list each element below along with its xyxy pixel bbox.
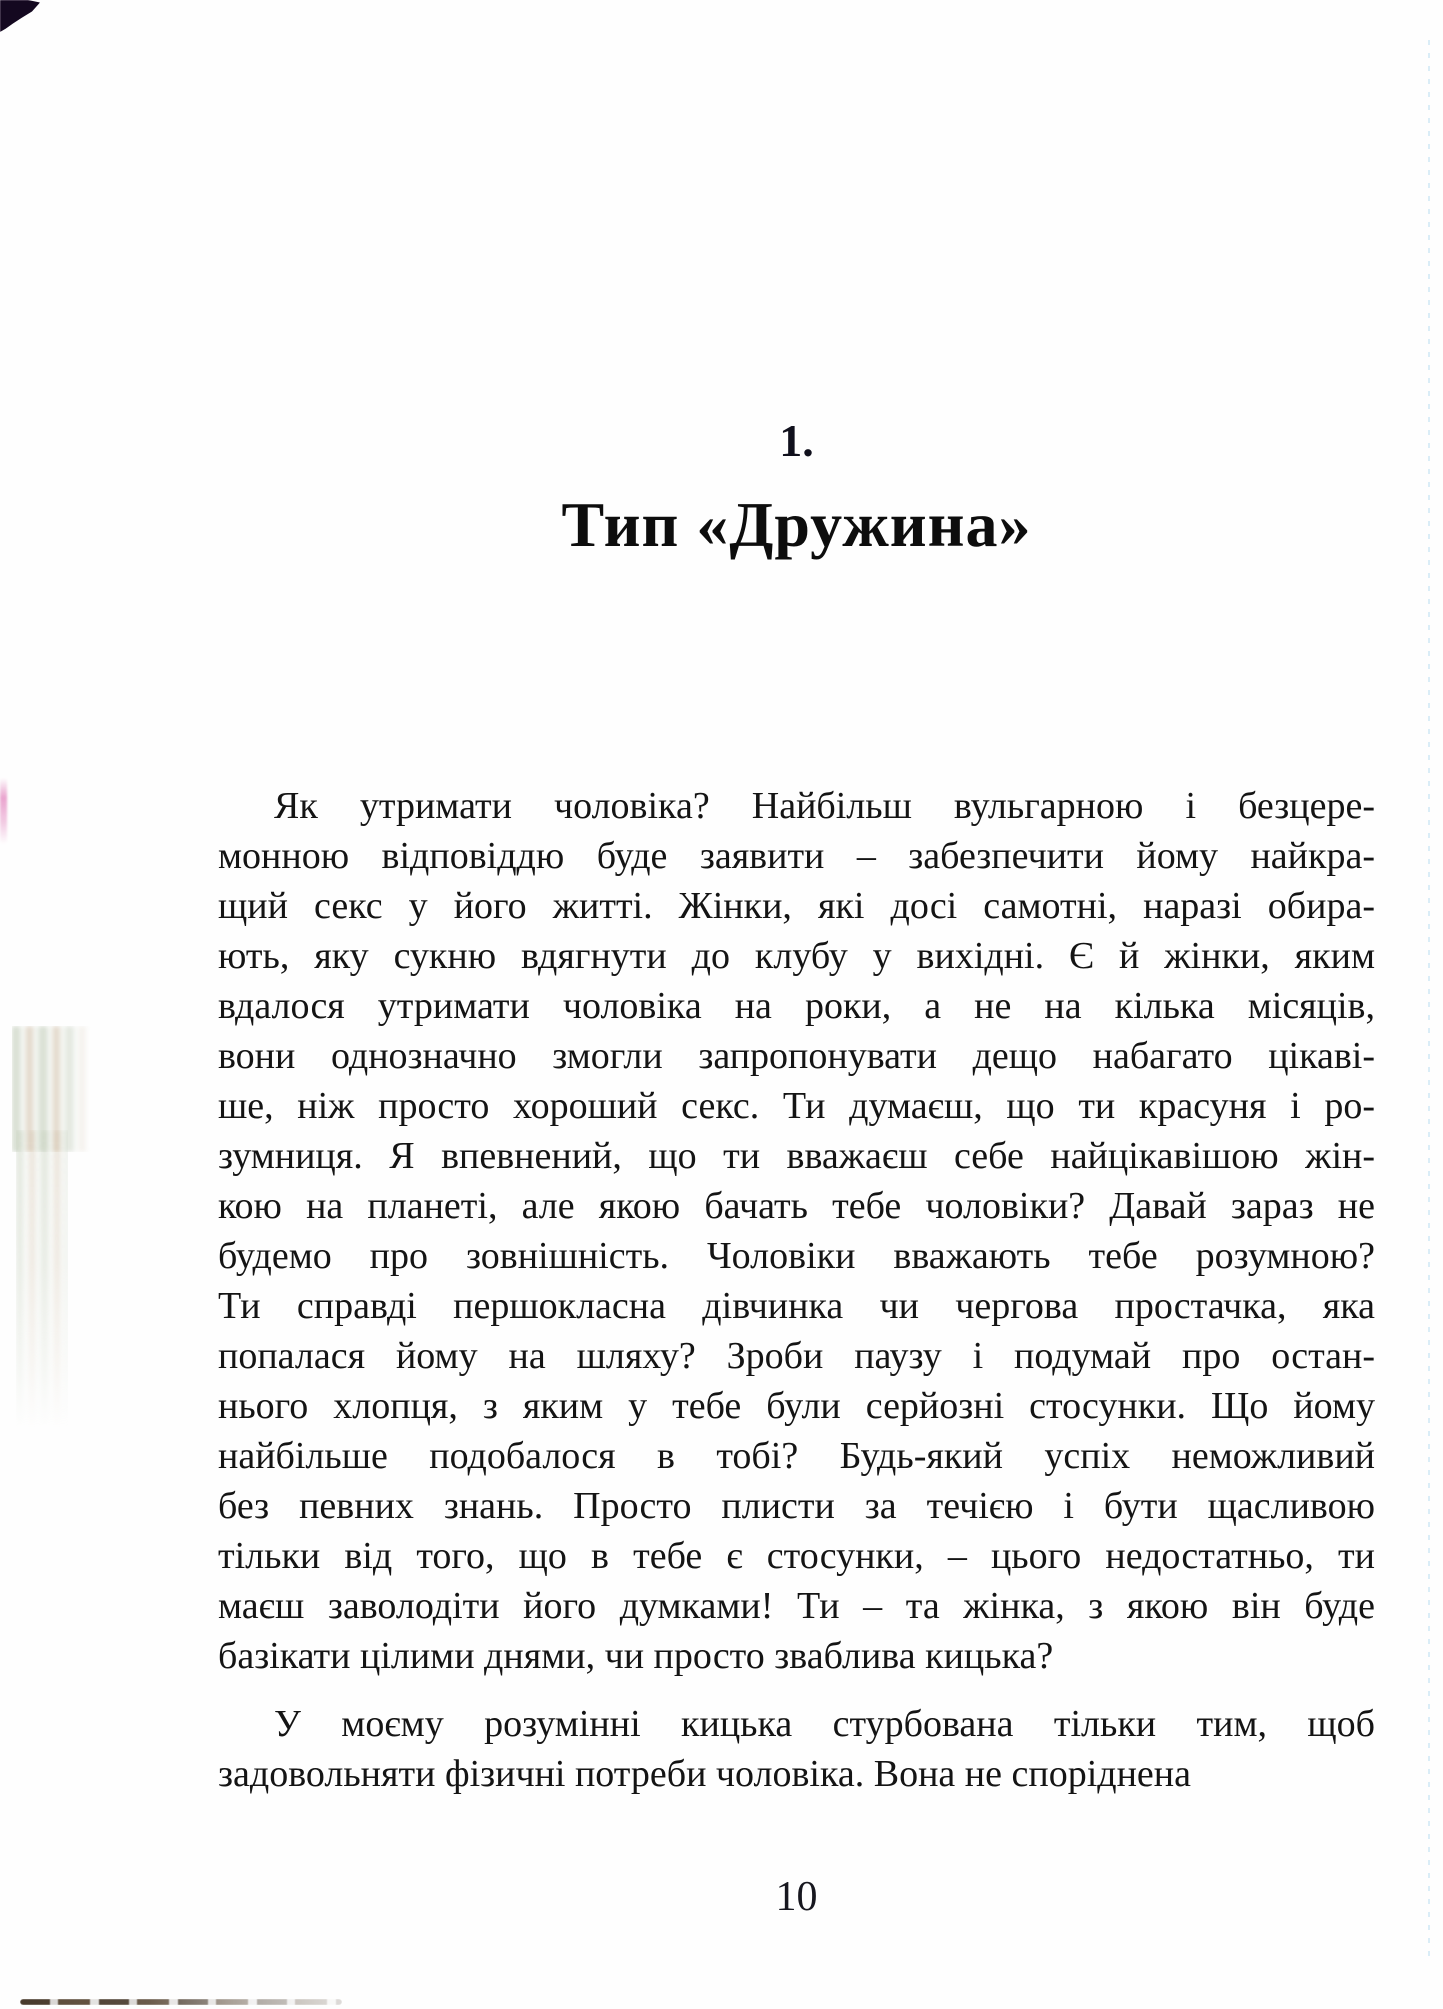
text-line: Ти справді першокласна дівчинка чи чергова простачка, яка [218, 1285, 1375, 1327]
text-line: У моєму розумінні кицька стурбована тільки тим, щоб [274, 1703, 1375, 1745]
text-line: щий секс у його житті. Жінки, які досі самотні, наразі обира- [218, 885, 1375, 927]
text-line: зумниця. Я впевнений, що ти вважаєш себе найцікавішою жін- [218, 1135, 1375, 1177]
text-line: найбільше подобалося в тобі? Будь-який успіх неможливий [218, 1435, 1375, 1477]
text-line: вони однозначно змогли запропонувати дещо набагато цікаві- [218, 1035, 1375, 1077]
text-line: попалася йому на шляху? Зроби паузу і подумай про остан- [218, 1335, 1375, 1377]
text-line: без певних знань. Просто плисти за течією і бути щасливою [218, 1485, 1375, 1527]
text-line: маєш заволодіти його думками! Ти – та жінка, з якою він буде [218, 1585, 1375, 1627]
text-line: тільки від того, що в тебе є стосунки, – цього недостатньо, ти [218, 1535, 1375, 1577]
text-line: вдалося утримати чоловіка на роки, а не на кілька місяців, [218, 985, 1375, 1027]
paragraph-1 [218, 781, 1375, 1681]
text-line: ють, яку сукню вдягнути до клубу у вихідні. Є й жінки, яким [218, 935, 1375, 977]
chapter-title: Тип «Дружина» [561, 489, 1032, 560]
body-text [218, 781, 1375, 1799]
text-line: кою на планеті, але якою бачать тебе чоловіки? Давай зараз не [218, 1185, 1375, 1227]
page-content [218, 0, 1375, 2009]
scan-edge-pink-line [0, 778, 7, 844]
scan-right-edge-line [1428, 40, 1430, 1960]
scan-corner-ink-mark [0, 0, 40, 32]
text-line: ше, ніж просто хороший секс. Ти думаєш, що ти красуня і ро- [218, 1085, 1375, 1127]
text-line: Як утримати чоловіка? Найбільш вульгарною і безцере- [274, 785, 1375, 827]
paragraph-2 [218, 1699, 1375, 1799]
text-line: монною відповіддю буде заявити – забезпечити йому найкра- [218, 835, 1375, 877]
chapter-number: 1. [779, 415, 814, 466]
scan-left-smudge-tail [16, 1130, 68, 1430]
page-number: 10 [775, 1874, 818, 1920]
text-line: задовольняти фізичні потреби чоловіка. Вона не споріднена [218, 1753, 1191, 1795]
scan-left-smudge [12, 1026, 92, 1152]
text-line: базікати цілими днями, чи просто зваблива кицька? [218, 1635, 1054, 1677]
text-line: будемо про зовнішність. Чоловіки вважають тебе розумною? [218, 1235, 1375, 1277]
text-line: нього хлопця, з яким у тебе були серйозні стосунки. Що йому [218, 1385, 1375, 1427]
